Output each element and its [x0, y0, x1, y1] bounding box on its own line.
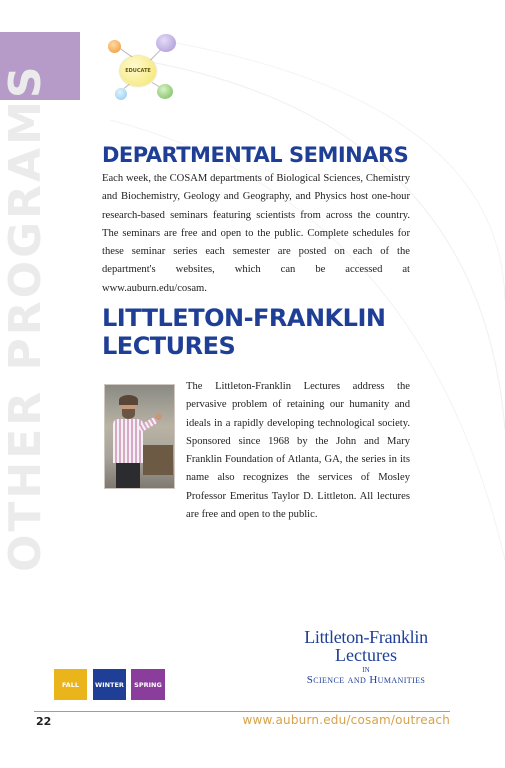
- side-section-title: [0, 63, 51, 582]
- footer-divider: [34, 711, 450, 712]
- logo-line1: Littleton-Franklin: [304, 627, 428, 647]
- littleton-franklin-logo: [296, 628, 436, 686]
- lectures-heading-line1: LITTLETON-FRANKLIN: [102, 304, 386, 332]
- diagram-node-orange: [108, 40, 121, 53]
- diagram-node-center: [120, 56, 156, 86]
- logo-line2: Lectures: [335, 645, 397, 665]
- seminars-paragraph: Each week, the COSAM departments of Biological Sciences, Chemistry and Biochemistry, Geology and Geography, and Physics host one-hour research-based seminars featuring scientists from across the country. The seminars are free and open to the public. Complete schedules for these seminar series each semester are posted on each of the department's websites, which can be accessed at www.auburn.edu/cosam.: [102, 173, 410, 294]
- concept-diagram: [100, 30, 190, 110]
- diagram-node-blue: [115, 88, 127, 100]
- lectures-heading-line2: LECTURES: [102, 332, 236, 360]
- side-section-title-text: OTHER PROGRAMS: [0, 63, 51, 572]
- diagram-node-green: [157, 84, 173, 99]
- lectures-paragraph: The Littleton-Franklin Lectures address the pervasive problem of retaining our humanity and ideals in a rapidly developing technological society. Sponsored since 1968 by the John and Mary Franklin Foundation of Atlanta, GA, the series in its name also recognizes the services of Mosley Professor Emeritus Taylor D. Littleton. All lectures are free and open to the public.: [186, 381, 410, 521]
- logo-in: IN: [362, 666, 370, 674]
- seminars-heading: DEPARTMENTAL SEMINARS: [102, 143, 409, 167]
- diagram-center-label: EDUCATE: [125, 68, 151, 74]
- lecturer-photo: [104, 384, 175, 489]
- page-number: 22: [36, 715, 52, 728]
- diagram-node-purple: [156, 34, 176, 52]
- logo-line3: [296, 674, 436, 686]
- season-spring-badge: SPRING: [131, 669, 165, 700]
- footer-url-link[interactable]: www.auburn.edu/cosam/outreach: [242, 713, 450, 727]
- logo-line3-text: Science and Humanities: [306, 674, 426, 686]
- lectures-heading: [102, 304, 385, 360]
- season-winter-badge: WINTER: [93, 669, 126, 700]
- season-fall-badge: FALL: [54, 669, 87, 700]
